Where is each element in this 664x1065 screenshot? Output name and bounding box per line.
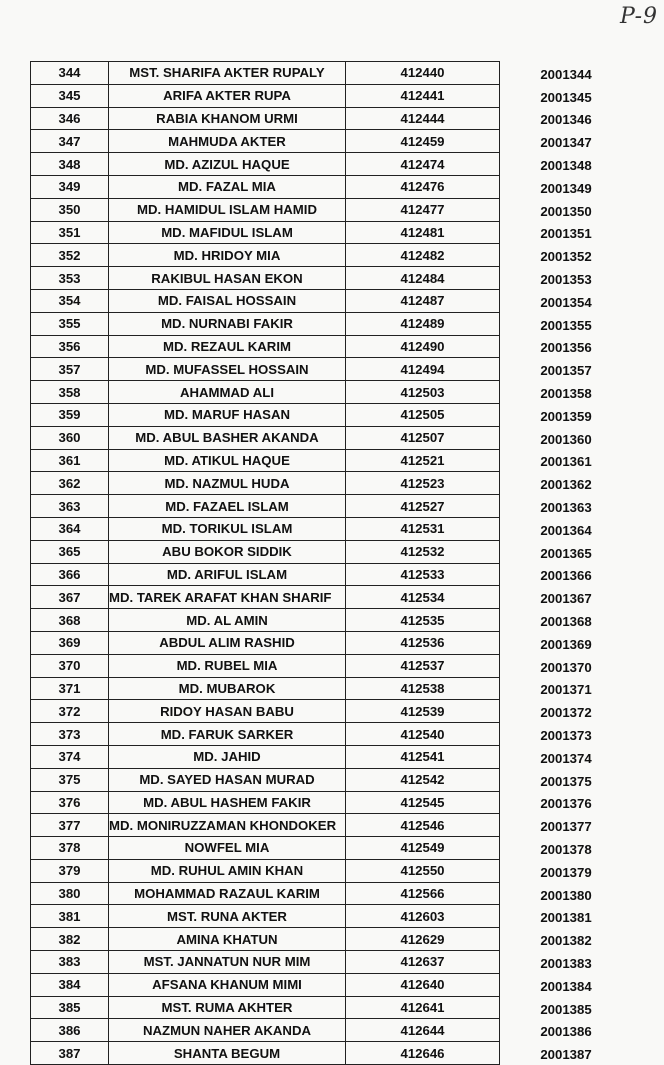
registration-cell: 2001361 — [500, 449, 633, 472]
table-row — [31, 609, 633, 632]
table-row — [31, 1019, 633, 1042]
table-row — [31, 700, 633, 723]
table-row — [31, 381, 633, 404]
name-cell: MD. AL AMIN — [109, 609, 346, 632]
name-cell: MD. FARUK SARKER — [109, 723, 346, 746]
name-cell: MOHAMMAD RAZAUL KARIM — [109, 882, 346, 905]
roll-cell: 412474 — [346, 153, 500, 176]
roll-cell: 412646 — [346, 1042, 500, 1065]
serial-cell: 351 — [31, 221, 109, 244]
registration-cell: 2001356 — [500, 335, 633, 358]
table-row — [31, 586, 633, 609]
serial-cell: 385 — [31, 996, 109, 1019]
serial-cell: 378 — [31, 837, 109, 860]
name-cell: AFSANA KHANUM MIMI — [109, 973, 346, 996]
table-row — [31, 631, 633, 654]
name-cell: AMINA KHATUN — [109, 928, 346, 951]
serial-cell: 366 — [31, 563, 109, 586]
table-row — [31, 768, 633, 791]
registration-cell: 2001384 — [500, 973, 633, 996]
roll-cell: 412482 — [346, 244, 500, 267]
name-cell: MD. MAFIDUL ISLAM — [109, 221, 346, 244]
name-cell: NAZMUN NAHER AKANDA — [109, 1019, 346, 1042]
roll-cell: 412537 — [346, 654, 500, 677]
serial-cell: 352 — [31, 244, 109, 267]
name-cell: MD. NAZMUL HUDA — [109, 472, 346, 495]
page-number-note: P-9 — [619, 4, 658, 29]
name-cell: MST. JANNATUN NUR MIM — [109, 951, 346, 974]
table-row — [31, 814, 633, 837]
roll-cell: 412505 — [346, 403, 500, 426]
registration-cell: 2001366 — [500, 563, 633, 586]
name-cell: MD. HAMIDUL ISLAM HAMID — [109, 198, 346, 221]
table-row — [31, 175, 633, 198]
name-cell: ARIFA AKTER RUPA — [109, 84, 346, 107]
registration-cell: 2001374 — [500, 745, 633, 768]
registration-cell: 2001373 — [500, 723, 633, 746]
registration-cell: 2001357 — [500, 358, 633, 381]
name-cell: MD. FAZAL MIA — [109, 175, 346, 198]
table-row — [31, 449, 633, 472]
registration-cell: 2001352 — [500, 244, 633, 267]
name-cell: MD. TAREK ARAFAT KHAN SHARIF — [109, 586, 346, 609]
roll-cell: 412487 — [346, 289, 500, 312]
serial-cell: 345 — [31, 84, 109, 107]
serial-cell: 353 — [31, 267, 109, 290]
registration-cell: 2001380 — [500, 882, 633, 905]
roll-cell: 412566 — [346, 882, 500, 905]
name-cell: MD. MARUF HASAN — [109, 403, 346, 426]
registration-cell: 2001359 — [500, 403, 633, 426]
roll-cell: 412523 — [346, 472, 500, 495]
serial-cell: 379 — [31, 859, 109, 882]
roll-cell: 412531 — [346, 517, 500, 540]
roll-cell: 412527 — [346, 495, 500, 518]
serial-cell: 364 — [31, 517, 109, 540]
table-row — [31, 563, 633, 586]
roll-cell: 412481 — [346, 221, 500, 244]
serial-cell: 359 — [31, 403, 109, 426]
serial-cell: 371 — [31, 677, 109, 700]
registration-cell: 2001354 — [500, 289, 633, 312]
registration-cell: 2001372 — [500, 700, 633, 723]
name-cell: MD. ABUL BASHER AKANDA — [109, 426, 346, 449]
roll-cell: 412640 — [346, 973, 500, 996]
name-cell: RAKIBUL HASAN EKON — [109, 267, 346, 290]
roll-cell: 412503 — [346, 381, 500, 404]
roll-cell: 412494 — [346, 358, 500, 381]
table-row — [31, 745, 633, 768]
student-table — [30, 61, 632, 1065]
registration-cell: 2001344 — [500, 62, 633, 85]
registration-cell: 2001347 — [500, 130, 633, 153]
serial-cell: 354 — [31, 289, 109, 312]
registration-cell: 2001370 — [500, 654, 633, 677]
serial-cell: 383 — [31, 951, 109, 974]
serial-cell: 361 — [31, 449, 109, 472]
table-row — [31, 791, 633, 814]
table-row — [31, 312, 633, 335]
student-list-table — [30, 61, 628, 1065]
registration-cell: 2001382 — [500, 928, 633, 951]
registration-cell: 2001364 — [500, 517, 633, 540]
registration-cell: 2001353 — [500, 267, 633, 290]
serial-cell: 367 — [31, 586, 109, 609]
registration-cell: 2001351 — [500, 221, 633, 244]
table-row — [31, 472, 633, 495]
name-cell: MD. NURNABI FAKIR — [109, 312, 346, 335]
registration-cell: 2001386 — [500, 1019, 633, 1042]
table-row — [31, 996, 633, 1019]
roll-cell: 412507 — [346, 426, 500, 449]
registration-cell: 2001381 — [500, 905, 633, 928]
registration-cell: 2001367 — [500, 586, 633, 609]
table-row — [31, 84, 633, 107]
table-row — [31, 837, 633, 860]
serial-cell: 356 — [31, 335, 109, 358]
table-row — [31, 153, 633, 176]
name-cell: ABU BOKOR SIDDIK — [109, 540, 346, 563]
table-row — [31, 973, 633, 996]
name-cell: RIDOY HASAN BABU — [109, 700, 346, 723]
table-row — [31, 267, 633, 290]
name-cell: NOWFEL MIA — [109, 837, 346, 860]
registration-cell: 2001377 — [500, 814, 633, 837]
name-cell: MD. REZAUL KARIM — [109, 335, 346, 358]
serial-cell: 374 — [31, 745, 109, 768]
registration-cell: 2001371 — [500, 677, 633, 700]
registration-cell: 2001376 — [500, 791, 633, 814]
serial-cell: 368 — [31, 609, 109, 632]
registration-cell: 2001387 — [500, 1042, 633, 1065]
serial-cell: 344 — [31, 62, 109, 85]
roll-cell: 412637 — [346, 951, 500, 974]
registration-cell: 2001363 — [500, 495, 633, 518]
roll-cell: 412441 — [346, 84, 500, 107]
table-row — [31, 1042, 633, 1065]
name-cell: SHANTA BEGUM — [109, 1042, 346, 1065]
serial-cell: 350 — [31, 198, 109, 221]
table-row — [31, 221, 633, 244]
serial-cell: 357 — [31, 358, 109, 381]
registration-cell: 2001355 — [500, 312, 633, 335]
table-row — [31, 859, 633, 882]
table-row — [31, 403, 633, 426]
roll-cell: 412490 — [346, 335, 500, 358]
roll-cell: 412641 — [346, 996, 500, 1019]
serial-cell: 373 — [31, 723, 109, 746]
serial-cell: 382 — [31, 928, 109, 951]
name-cell: MD. ARIFUL ISLAM — [109, 563, 346, 586]
name-cell: MST. SHARIFA AKTER RUPALY — [109, 62, 346, 85]
name-cell: MD. JAHID — [109, 745, 346, 768]
roll-cell: 412489 — [346, 312, 500, 335]
table-row — [31, 358, 633, 381]
registration-cell: 2001375 — [500, 768, 633, 791]
roll-cell: 412549 — [346, 837, 500, 860]
name-cell: MD. MONIRUZZAMAN KHONDOKER — [109, 814, 346, 837]
serial-cell: 355 — [31, 312, 109, 335]
serial-cell: 387 — [31, 1042, 109, 1065]
serial-cell: 363 — [31, 495, 109, 518]
roll-cell: 412477 — [346, 198, 500, 221]
table-row — [31, 107, 633, 130]
serial-cell: 348 — [31, 153, 109, 176]
roll-cell: 412476 — [346, 175, 500, 198]
roll-cell: 412539 — [346, 700, 500, 723]
name-cell: ABDUL ALIM RASHID — [109, 631, 346, 654]
name-cell: MD. AZIZUL HAQUE — [109, 153, 346, 176]
serial-cell: 358 — [31, 381, 109, 404]
serial-cell: 384 — [31, 973, 109, 996]
roll-cell: 412534 — [346, 586, 500, 609]
registration-cell: 2001348 — [500, 153, 633, 176]
table-row — [31, 426, 633, 449]
registration-cell: 2001365 — [500, 540, 633, 563]
serial-cell: 362 — [31, 472, 109, 495]
table-row — [31, 654, 633, 677]
roll-cell: 412533 — [346, 563, 500, 586]
roll-cell: 412536 — [346, 631, 500, 654]
registration-cell: 2001369 — [500, 631, 633, 654]
table-row — [31, 951, 633, 974]
table-row — [31, 335, 633, 358]
table-row — [31, 882, 633, 905]
serial-cell: 381 — [31, 905, 109, 928]
name-cell: MD. RUHUL AMIN KHAN — [109, 859, 346, 882]
name-cell: MST. RUMA AKHTER — [109, 996, 346, 1019]
registration-cell: 2001385 — [500, 996, 633, 1019]
name-cell: MD. HRIDOY MIA — [109, 244, 346, 267]
name-cell: MD. RUBEL MIA — [109, 654, 346, 677]
roll-cell: 412629 — [346, 928, 500, 951]
serial-cell: 369 — [31, 631, 109, 654]
serial-cell: 349 — [31, 175, 109, 198]
name-cell: RABIA KHANOM URMI — [109, 107, 346, 130]
registration-cell: 2001345 — [500, 84, 633, 107]
name-cell: MD. FAISAL HOSSAIN — [109, 289, 346, 312]
serial-cell: 365 — [31, 540, 109, 563]
name-cell: MD. ATIKUL HAQUE — [109, 449, 346, 472]
table-row — [31, 62, 633, 85]
table-body — [31, 62, 633, 1065]
serial-cell: 360 — [31, 426, 109, 449]
serial-cell: 377 — [31, 814, 109, 837]
roll-cell: 412540 — [346, 723, 500, 746]
registration-cell: 2001362 — [500, 472, 633, 495]
registration-cell: 2001378 — [500, 837, 633, 860]
name-cell: MD. FAZAEL ISLAM — [109, 495, 346, 518]
roll-cell: 412541 — [346, 745, 500, 768]
registration-cell: 2001350 — [500, 198, 633, 221]
roll-cell: 412444 — [346, 107, 500, 130]
serial-cell: 376 — [31, 791, 109, 814]
table-row — [31, 198, 633, 221]
table-row — [31, 289, 633, 312]
serial-cell: 370 — [31, 654, 109, 677]
registration-cell: 2001383 — [500, 951, 633, 974]
table-row — [31, 495, 633, 518]
roll-cell: 412440 — [346, 62, 500, 85]
name-cell: MD. TORIKUL ISLAM — [109, 517, 346, 540]
registration-cell: 2001368 — [500, 609, 633, 632]
roll-cell: 412484 — [346, 267, 500, 290]
serial-cell: 346 — [31, 107, 109, 130]
serial-cell: 372 — [31, 700, 109, 723]
name-cell: MD. MUFASSEL HOSSAIN — [109, 358, 346, 381]
roll-cell: 412535 — [346, 609, 500, 632]
name-cell: MST. RUNA AKTER — [109, 905, 346, 928]
serial-cell: 375 — [31, 768, 109, 791]
registration-cell: 2001379 — [500, 859, 633, 882]
roll-cell: 412644 — [346, 1019, 500, 1042]
table-row — [31, 905, 633, 928]
table-row — [31, 517, 633, 540]
roll-cell: 412538 — [346, 677, 500, 700]
roll-cell: 412532 — [346, 540, 500, 563]
roll-cell: 412550 — [346, 859, 500, 882]
name-cell: MD. ABUL HASHEM FAKIR — [109, 791, 346, 814]
table-row — [31, 928, 633, 951]
roll-cell: 412542 — [346, 768, 500, 791]
name-cell: MD. SAYED HASAN MURAD — [109, 768, 346, 791]
registration-cell: 2001358 — [500, 381, 633, 404]
table-row — [31, 723, 633, 746]
name-cell: MAHMUDA AKTER — [109, 130, 346, 153]
serial-cell: 347 — [31, 130, 109, 153]
table-row — [31, 244, 633, 267]
roll-cell: 412545 — [346, 791, 500, 814]
name-cell: MD. MUBAROK — [109, 677, 346, 700]
registration-cell: 2001346 — [500, 107, 633, 130]
serial-cell: 386 — [31, 1019, 109, 1042]
table-row — [31, 540, 633, 563]
roll-cell: 412603 — [346, 905, 500, 928]
registration-cell: 2001349 — [500, 175, 633, 198]
table-row — [31, 677, 633, 700]
roll-cell: 412459 — [346, 130, 500, 153]
table-row — [31, 130, 633, 153]
serial-cell: 380 — [31, 882, 109, 905]
roll-cell: 412521 — [346, 449, 500, 472]
name-cell: AHAMMAD ALI — [109, 381, 346, 404]
registration-cell: 2001360 — [500, 426, 633, 449]
roll-cell: 412546 — [346, 814, 500, 837]
